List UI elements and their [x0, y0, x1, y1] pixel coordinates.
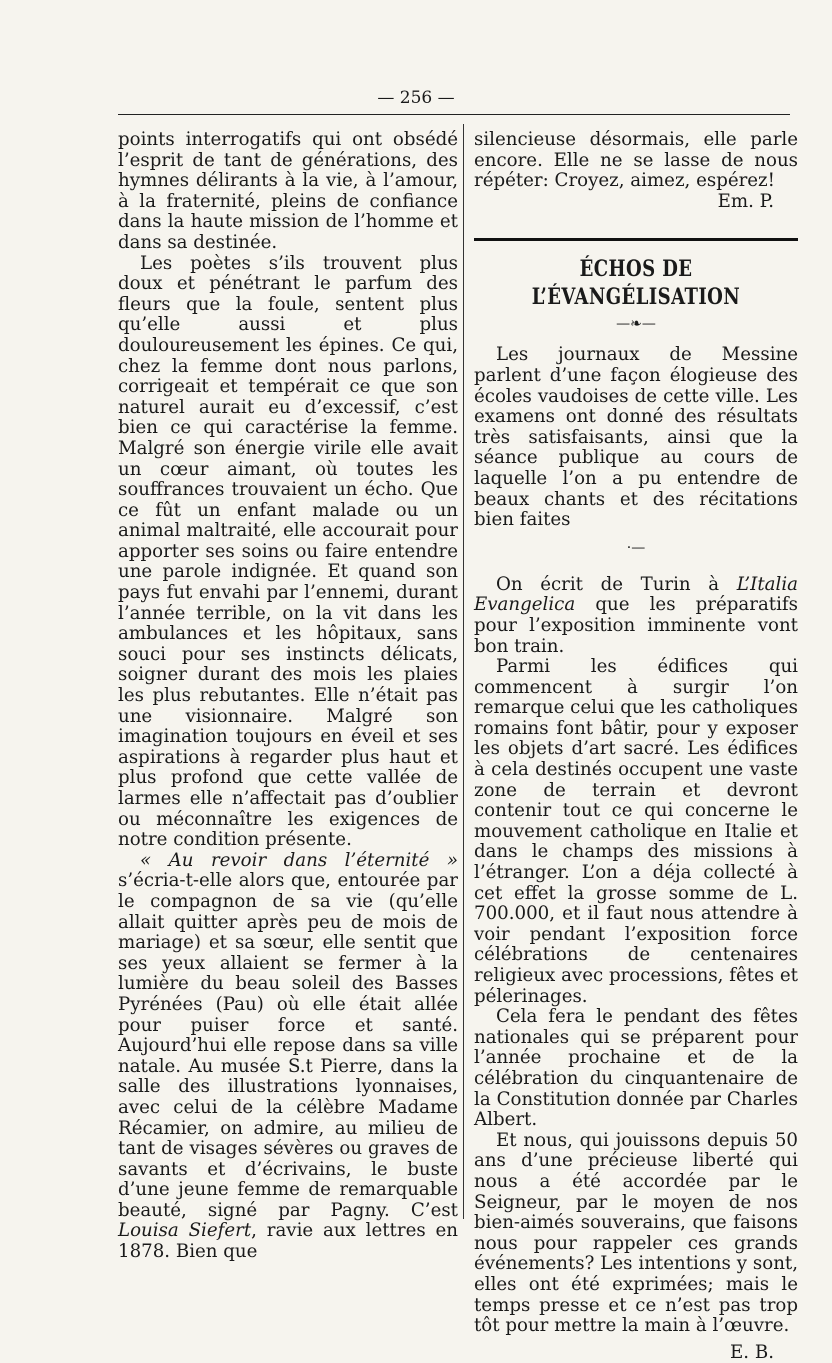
paragraph-text: s’écria-t-elle alors que, entourée par le compagnon de sa vie (qu’elle allait quitter après peu de mois de mariage) et sa sœur, elle sentit que ses yeux allaient se fermer à la lumière du beau soleil des Basses Pyrénées (Pau) où elle était allée pour puiser force et santé. Aujourd’hui elle repose dans sa ville natale. Au musée S.t Pierre, dans la salle des illustrations lyonnaises, avec celui de la célèbre Madame Récamier, on admire, au milieu de tant de visages sévères ou graves de savants et d’écrivains, le buste d’une jeune femme de remarquable beauté, signé par Pagny. C’est — [118, 870, 458, 1221]
ornament: —❧— — [616, 316, 656, 333]
signature: E. B. — [730, 1341, 774, 1363]
person-name: Louisa Siefert — [118, 1220, 252, 1242]
paragraph: silencieuse désormais, elle parle encore. Elle ne se lasse de nous répéter: Croyez, aimez, espérez! — [474, 129, 798, 192]
paragraph: Les poètes s’ils trouvent plus doux et pénétrant le parfum des fleurs que la foule, sentent plus qu’elle aussi et plus douloureusement les épines. Ce qui, chez la femme dont nous parlons, corrigeait et tempérait ce que son naturel aurait eu d’excessif, c’est bien ce qui caractérise la femme. Malgré son énergie virile elle avait un cœur aimant, où toutes les souffrances trouvaient un écho. Que ce fût un enfant malade ou un animal maltraité, elle accourait pour apporter ses soins ou faire entendre une parole indignée. Et quand son pays fut envahi par l’ennemi, durant l’année terrible, on la vit dans les ambulances et les hôpitaux, sans souci pour ses instincts délicats, soigner durant des mois les plaies les plus rebutantes. Elle n’était pas une visionnaire. Malgré son imagination toujours en éveil et ses aspirations à regarder plus haut et plus profond que cette vallée de larmes elle n’affectait pas d’oublier ou méconnaître les exigences de notre condition présente. — [118, 252, 458, 851]
quote: « Au revoir dans l’éternité » — [140, 849, 458, 871]
section-rule — [474, 238, 798, 241]
right-column — [474, 130, 798, 1363]
left-column — [118, 130, 458, 1263]
section-heading: ÉCHOS DE L’ÉVANGÉLISATION — [531, 256, 741, 311]
paragraph: Et nous, qui jouissons depuis 50 ans d’une précieuse liberté qui nous a été accordée par le Seigneur, par le moyen de nos bien-aimés souverains, que faisons nous pour rappeler ces grands événements? Les intentions y sont, elles ont été exprimées; mais le temps presse et ce n’est pas trop tôt pour mettre la main à l’œuvre. — [474, 1129, 798, 1337]
journal-name: L’Italia Evangelica — [474, 573, 798, 616]
paragraph: Parmi les édifices qui commencent à surgir l’on remarque celui que les catholiques romains font bâtir, pour y exposer les objets d’art sacré. Les édifices à cela destinés occupent une vaste zone de terrain et devront contenir tout ce qui concerne le mouvement catholique en Italie et dans le champs des missions à l’étranger. L’on a déja collecté à cet effet la grosse somme de L. 700.000, et il faut nous attendre à voir pendant l’exposition force célébrations de centenaires religieux avec processions, fêtes et pélerinages. — [474, 656, 798, 1007]
paragraph-text: , ravie aux lettres en 1878. Bien que — [118, 1220, 458, 1263]
paragraph: Cela fera le pendant des fêtes nationales qui se préparent pour l’année prochaine et de la célébration du cinquantenaire de la Constitution donnée par Charles Albert. — [474, 1006, 798, 1131]
page-number: — 256 — — [377, 88, 455, 108]
signature: Em. P. — [717, 190, 774, 212]
paragraph-text: que les préparatifs pour l’exposition imminente vont bon train. — [474, 594, 798, 657]
small-ornament: ·— — [626, 539, 646, 556]
paragraph — [118, 851, 458, 1263]
header-rule — [118, 114, 790, 115]
column-divider — [463, 124, 464, 1219]
paragraph-text: On écrit de Turin à — [496, 573, 737, 595]
paragraph: points interrogatifs qui ont obsédé l’esprit de tant de générations, des hymnes délirants à la vie, à l’amour, à la fraternité, pleins de confiance dans la haute mission de l’homme et dans sa destinée. — [118, 129, 458, 253]
paragraph: Les journaux de Messine parlent d’une façon élogieuse des écoles vaudoises de cette ville. Les examens ont donné des résultats très satisfaisants, ainsi que la séance publique au cours de laquelle l’on a pu entendre de beaux chants et des récitations bien faites — [474, 344, 798, 531]
paragraph — [474, 575, 798, 657]
